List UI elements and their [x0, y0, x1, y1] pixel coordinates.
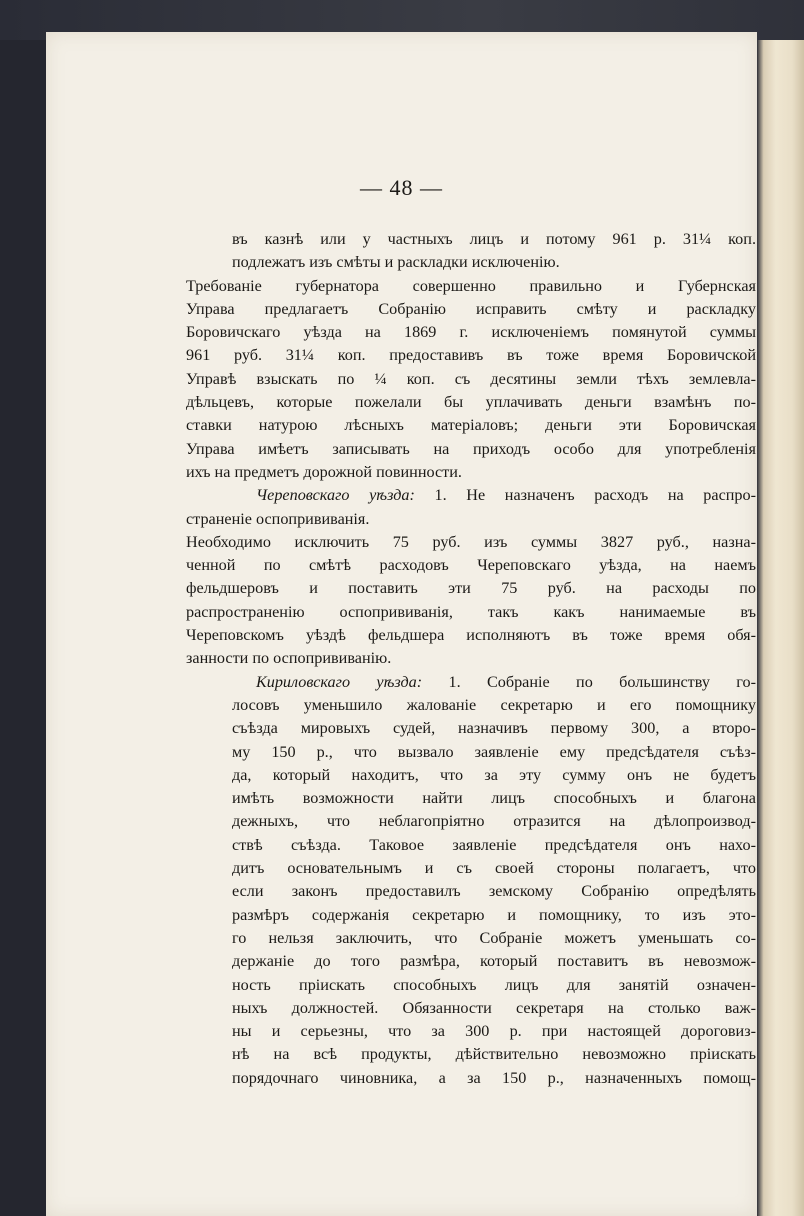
text-line: дѣльцевъ, которые пожелали бы уплачивать деньги взамѣнъ по-: [186, 393, 756, 412]
text-line: ны и серьезны, что за 300 р. при настоящей дороговиз-: [232, 1022, 756, 1041]
section-heading: Кириловскаго уѣзда:: [256, 672, 423, 691]
text-line: дитъ основательнымъ и съ своей стороны полагаетъ, что: [232, 859, 756, 878]
section-heading-line: [256, 671, 756, 694]
text-line: Управа предлагаетъ Собранію исправить смѣту и раскладку: [186, 299, 756, 318]
text-line: Необходимо исключить 75 руб. изъ суммы 3827 руб., назна-: [186, 532, 756, 551]
text-line: фельдшеровъ и поставить эти 75 руб. на расходы по: [186, 579, 756, 598]
text-line: му 150 р., что вызвало заявленіе ему предсѣдателя съѣз-: [232, 742, 756, 761]
text-line: Управа имѣетъ записывать на приходъ особо для употребленія: [186, 439, 756, 458]
text-line: имѣть возможности найти лицъ способныхъ и благона: [232, 789, 756, 808]
background-left: [0, 40, 46, 1216]
text-line: ность пріискать способныхъ лицъ для занятій означен-: [232, 975, 756, 994]
text-line: порядочнаго чиновника, а за 150 р., назначенныхъ помощ-: [232, 1068, 756, 1087]
text-line: нѣ на всѣ продукты, дѣйствительно невозможно пріискать: [232, 1045, 756, 1064]
text-line: лосовъ уменьшило жалованіе секретарю и его помощнику: [232, 695, 756, 714]
text-line: Управѣ взыскать по ¼ коп. съ десятины земли тѣхъ землевла-: [186, 369, 756, 388]
text-line: подлежатъ изъ смѣты и раскладки исключенію.: [232, 253, 560, 272]
text-line: 961 руб. 31¼ коп. предоставивъ въ тоже время Боровичской: [186, 346, 756, 365]
text-line: ихъ на предметъ дорожной повинности.: [186, 462, 462, 481]
text-line: съѣзда мировыхъ судей, назначивъ первому 300, а второ-: [232, 719, 756, 738]
section-heading-line: [256, 484, 756, 507]
section-heading-rest: 1. Собраніе по большинству го-: [422, 672, 756, 691]
text-line: размѣръ содержанія секретарю и помощнику, то изъ это-: [232, 905, 756, 924]
text-line: дежныхъ, что неблагопріятно отразится на дѣлопроизвод-: [232, 812, 756, 831]
section-heading-rest: 1. Не назначенъ расходъ на распро-: [414, 486, 757, 505]
page-number: — 48 —: [360, 175, 443, 200]
next-page-edge: [757, 40, 804, 1216]
text-line: ставки натурою лѣсныхъ матеріаловъ; деньги эти Боровичская: [186, 416, 756, 435]
text-line: ствѣ съѣзда. Таковое заявленіе предсѣдателя онъ нахо-: [232, 835, 756, 854]
text-line: распространенію оспопрививанія, такъ какъ нанимаемые въ: [186, 602, 756, 621]
text-line: Требованіе губернатора совершенно правильно и Губернская: [186, 276, 756, 295]
text-line: если законъ предоставилъ земскому Собранію опредѣлять: [232, 882, 756, 901]
text-line: го нельзя заключить, что Собраніе можетъ уменьшать со-: [232, 928, 756, 947]
text-line: Череповскомъ уѣздѣ фельдшера исполняютъ въ тоже время обя-: [186, 626, 756, 645]
text-line: держаніе до того размѣра, который поставитъ въ невозмож-: [232, 952, 756, 971]
section-heading: Череповскаго уѣзда:: [256, 486, 415, 505]
text-line: да, который находитъ, что за эту сумму онъ не будетъ: [232, 765, 756, 784]
text-line: Боровичскаго уѣзда на 1869 г. исключеніемъ помянутой суммы: [186, 323, 756, 342]
text-line: занности по оспопрививанію.: [186, 649, 392, 668]
text-line: ченной по смѣтѣ расходовъ Череповскаго уѣзда, на наемъ: [186, 556, 756, 575]
text-line: ныхъ должностей. Обязанности секретаря на столько важ-: [232, 998, 756, 1017]
book-page: [46, 32, 757, 1216]
text-line: въ казнѣ или у частныхъ лицъ и потому 961 р. 31¼ коп.: [232, 230, 756, 248]
text-line: страненіе оспопрививанія.: [186, 509, 370, 528]
body-text: [186, 228, 756, 1090]
